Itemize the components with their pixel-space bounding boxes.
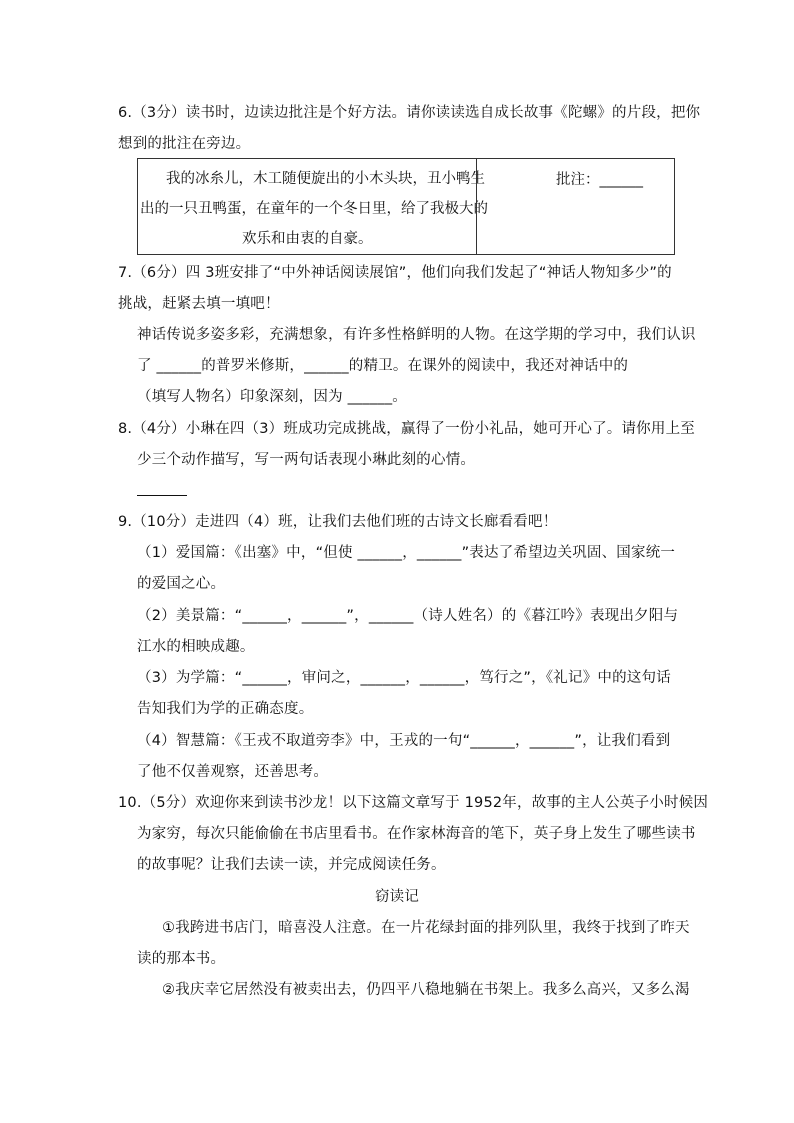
passage-para-1-line-a: ①我跨进书店门，暗喜没人注意。在一片花绿封面的排列队里，我终于找到了昨天 xyxy=(162,920,690,936)
annotation-label[interactable]: 批注：______ xyxy=(556,172,643,188)
q6-line-2: 想到的批注在旁边。 xyxy=(118,136,251,152)
annotation-table xyxy=(137,158,675,255)
passage-title: 窃读记 xyxy=(374,889,420,905)
q7-line-1: 7.（6分）四 3班安排了“中外神话阅读展馆”，他们向我们发起了“神话人物知多少”的 xyxy=(118,265,672,281)
excerpt-line-1: 我的冰糸儿，木工随便旋出的小木头块，丑小鸭生 xyxy=(166,171,485,187)
excerpt-line-2: 出的一只丑鸭蛋，在童年的一个冬日里，给了我极大的 xyxy=(140,201,488,217)
table-divider xyxy=(476,159,477,254)
q8-answer-blank[interactable] xyxy=(137,495,187,496)
q7-line-2: 挑战，赶紧去填一填吧！ xyxy=(118,296,280,312)
passage-para-2-line-a: ②我庆幸它居然没有被卖出去，仍四平八稳地躺在书架上。我多么高兴，又多么渴 xyxy=(162,982,690,998)
q10-line-3: 的故事呢？让我们去读一读，并完成阅读任务。 xyxy=(137,857,446,873)
q9-part2-line-a: （2）美景篇：“______，______”，______（诗人姓名）的《暮江吟》表现出夕阳与 xyxy=(137,608,679,624)
passage-para-1-line-b: 读的那本书。 xyxy=(137,951,226,967)
q10-line-2: 为家穷，每次只能偷偷在书店里看书。在作家林海音的笔下，英子身上发生了哪些读书 xyxy=(137,826,696,842)
excerpt-line-3: 欢乐和由衷的自豪。 xyxy=(242,231,373,247)
q8-line-2: 少三个动作描写，写一两句话表现小琳此刻的心情。 xyxy=(137,452,476,468)
q6-line-1: 6.（3分）读书时，边读边批注是个好方法。请你读读选自成长故事《陀螺》的片段，把你 xyxy=(118,105,701,121)
q8-line-1: 8.（4分）小琳在四（3）班成功完成挑战，赢得了一份小礼品，她可开心了。请你用上至 xyxy=(118,421,695,437)
q9-part3-line-b: 告知我们为学的正确态度。 xyxy=(137,701,314,717)
q9-part4-line-b: 了他不仅善观察，还善思考。 xyxy=(137,764,329,780)
q9-part4-line-a: （4）智慧篇：《王戎不取道旁李》中，王戎的一句“______，______”，让我们看到 xyxy=(137,733,671,749)
q9-line-1: 9.（10分）走进四（4）班，让我们去他们班的古诗文长廊看看吧！ xyxy=(118,514,558,530)
q7-line-5: （填写人物名）印象深刻，因为 ______。 xyxy=(137,389,408,405)
q7-line-4: 了 ______的普罗米修斯，______的精卫。在课外的阅读中，我还对神话中的 xyxy=(137,358,629,374)
q9-part2-line-b: 江水的相映成趣。 xyxy=(137,639,255,655)
q9-part1-line-a: （1）爱国篇：《出塞》中，“但使 ______，______”表达了希望边关巩固、国家统一 xyxy=(137,545,676,561)
q7-line-3: 神话传说多姿多彩，充满想象，有许多性格鲜明的人物。在这学期的学习中，我们认识 xyxy=(137,327,696,343)
q9-part1-line-b: 的爱国之心。 xyxy=(137,576,226,592)
q9-part3-line-a: （3）为学篇：“______，审问之，______，______，笃行之”，《礼记》中的这句话 xyxy=(137,670,671,686)
q10-line-1: 10.（5分）欢迎你来到读书沙龙！以下这篇文章写于 1952年，故事的主人公英子小时候因 xyxy=(118,795,709,811)
